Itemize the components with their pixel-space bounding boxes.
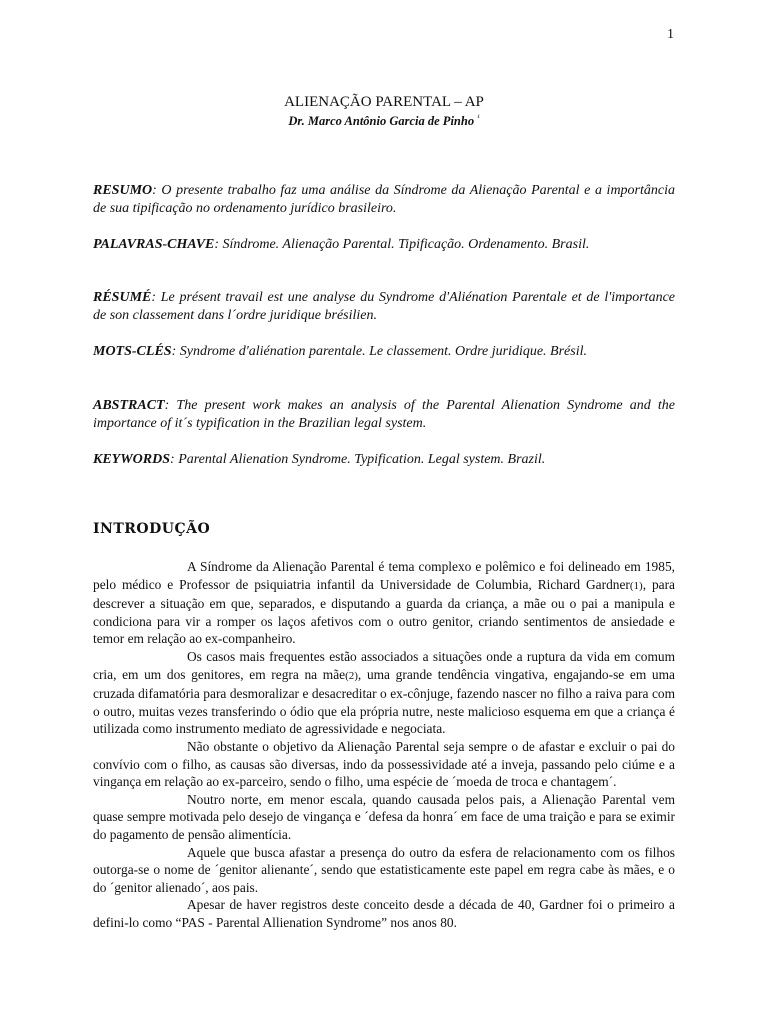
document-title: ALIENAÇÃO PARENTAL – AP	[284, 94, 484, 110]
keywords-text: : Parental Alienation Syndrome. Typification. Legal system. Brazil.	[170, 452, 546, 467]
author-name: Dr. Marco Antônio Garcia de Pinho	[288, 114, 475, 129]
paragraph-text: A Síndrome da Alienação Parental é tema complexo e polêmico e foi delineado em 1985, pelo médico e Professor de psiquiatria infantil da Universidade de Columbia, Richard Gardner	[93, 559, 675, 592]
keywords-block	[93, 451, 675, 469]
palavras-chave-label: PALAVRAS-CHAVE	[93, 237, 215, 252]
abstract-text: : The present work makes an analysis of the Parental Alienation Syndrome and the importance of it´s typification in the Brazilian legal system.	[93, 398, 675, 431]
paragraph-text: Os casos mais frequentes estão associados a situações onde a ruptura da vida em comum cria, em um dos genitores, em regra na mãe	[93, 648, 675, 682]
reference-mark: (2)	[345, 669, 358, 682]
paragraph-text: , uma grande tendência vingativa, engajando-se em uma cruzada difamatória para desmoralizar e desacreditar o ex-cônjuge, fazendo nascer no filho a raiva para com o outro, muitas vezes transferindo o ódio que ela própria nutre, neste malicioso esquema em que a criança é utilizada como instrumento mediato de agressividade e negociata.	[93, 666, 675, 737]
resumo-text: : O presente trabalho faz uma análise da Síndrome da Alienação Parental e a importância de sua tipificação no ordenamento jurídico brasileiro.	[93, 183, 675, 216]
author-line	[0, 113, 768, 129]
paragraph	[93, 738, 675, 791]
section-heading-introducao: INTRODUÇÃO	[93, 521, 211, 537]
resume-text: : Le présent travail est une analyse du Syndrome d'Aliénation Parentale et de l'importance de son classement dans l´ordre juridique brésilien.	[93, 290, 675, 323]
resumo-block	[93, 182, 675, 218]
resume-label: RÉSUMÉ	[93, 290, 152, 305]
reference-mark: (1)	[629, 579, 643, 592]
mots-cles-block	[93, 343, 675, 361]
paragraph-text: , para descrever a situação em que, separados, e disputando a guarda da criança, a mãe ou o pai a manipula e condiciona para vir a romper os laços afetivos com o outro genitor, criando sentimentos de ansiedade e temor em relação ao ex-companheiro.	[93, 576, 675, 647]
author-footnote-mark: ¹	[477, 113, 480, 122]
paragraph	[93, 791, 675, 844]
resumo-label: RESUMO	[93, 183, 153, 198]
paragraph	[93, 896, 675, 931]
paragraph	[93, 558, 675, 648]
paragraph-text: Aquele que busca afastar a presença do outro da esfera de relacionamento com os filhos outorga-se o nome de ´genitor alienante´, sendo que estatisticamente este papel em regra cabe às mães, e o do ´genitor alienado´, aos pais.	[93, 844, 675, 895]
palavras-chave-block	[93, 236, 675, 254]
page-number: 1	[667, 27, 674, 42]
paragraph-text: Não obstante o objetivo da Alienação Parental seja sempre o de afastar e excluir o pai do convívio com o filho, as causas são diversas, indo da possessividade até a inveja, passando pelo ciúme e a vingança em relação ao ex-parceiro, sendo o filho, uma espécie de ´moeda de troca e chantagem´.	[93, 738, 675, 790]
paragraph	[93, 844, 675, 897]
resume-block	[93, 289, 675, 325]
mots-cles-label: MOTS-CLÉS	[93, 344, 172, 359]
paragraph	[93, 648, 675, 738]
mots-cles-text: : Syndrome d'aliénation parentale. Le classement. Ordre juridique. Brésil.	[171, 344, 587, 359]
paragraph-text: Apesar de haver registros deste conceito desde a década de 40, Gardner foi o primeiro a defini-lo como “PAS - Parental Allienation Syndrome” nos anos 80.	[93, 897, 675, 930]
paragraph-text: Noutro norte, em menor escala, quando causada pelos pais, a Alienação Parental vem quase sempre motivada pelo desejo de vingança e ´defesa da honra´ em face de uma traição e para se eximir do pagamento de pensão alimentícia.	[93, 791, 675, 842]
abstract-label: ABSTRACT	[93, 398, 165, 413]
introduction-body	[93, 558, 675, 931]
keywords-label: KEYWORDS	[93, 452, 171, 467]
palavras-chave-text: : Síndrome. Alienação Parental. Tipificação. Ordenamento. Brasil.	[214, 237, 590, 252]
abstract-block	[93, 397, 675, 433]
